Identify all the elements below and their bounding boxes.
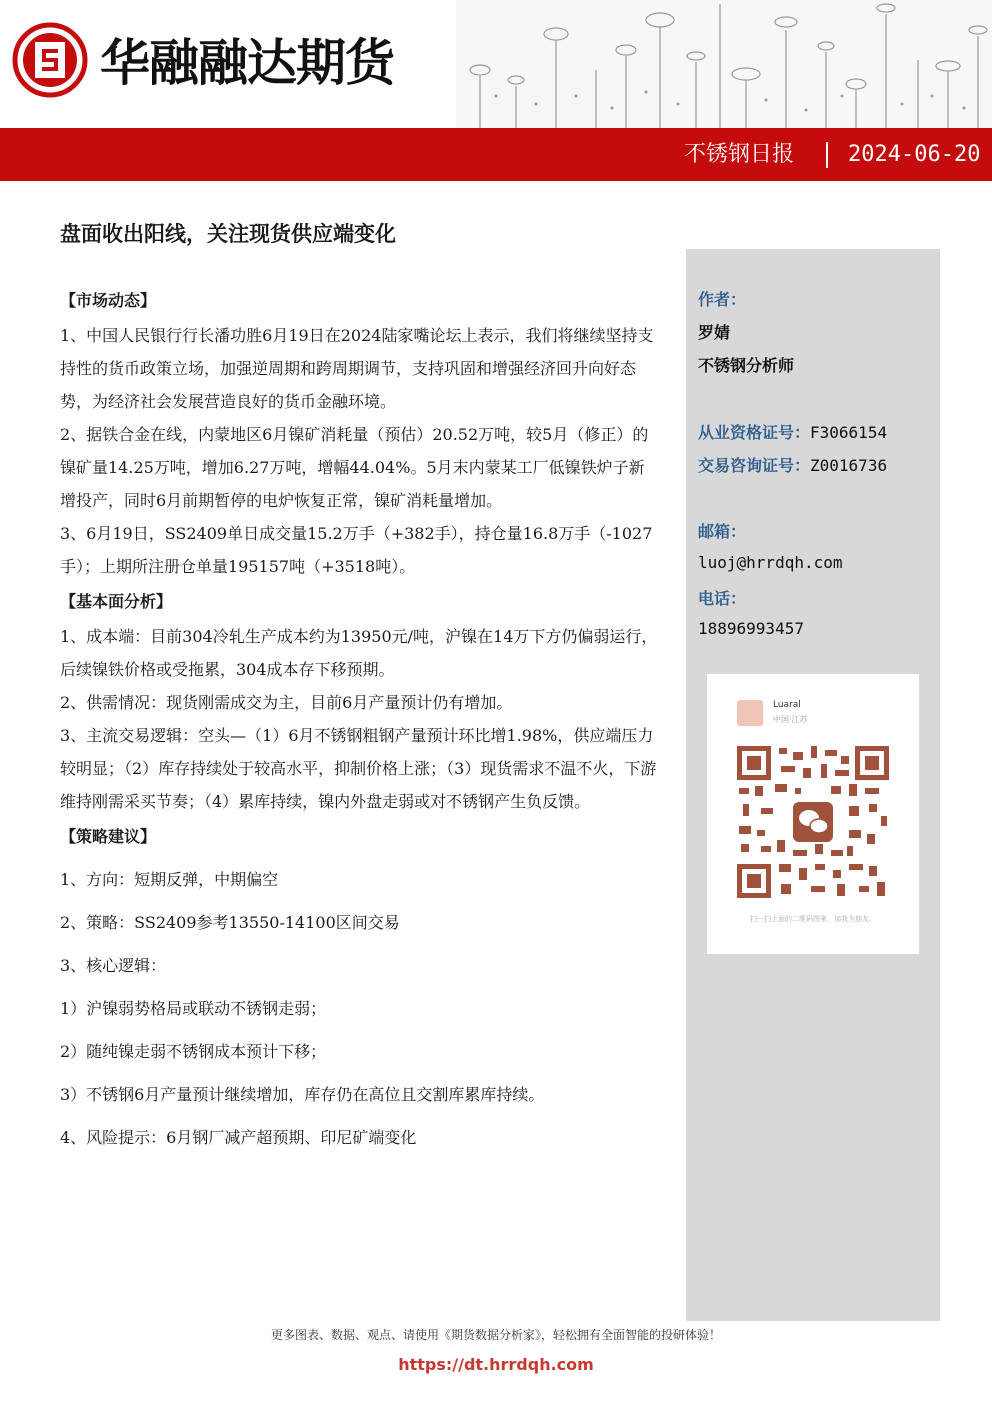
qr-code-icon [737,746,889,898]
strategy-item: 2、策略：SS2409参考13550-14100区间交易 [60,913,400,932]
email-label: 邮箱： [698,522,747,541]
wechat-qr-card[interactable] [707,674,919,954]
company-logo-icon [12,22,88,98]
decorative-header-graphic [456,0,992,128]
market-paragraph: 2、据铁合金在线，内蒙地区6月镍矿消耗量（预估）20.52万吨，较5月（修正）的镍矿量14.25万吨，增加6.27万吨，增幅44.04%。5月末内蒙某工厂低镍铁炉子新增投产，同时6月前期暂停的电炉恢复正常，镍矿消耗量增加。 [60,425,649,510]
consult-label: 交易咨询证号： [698,456,811,475]
main-content [60,282,660,1154]
qr-owner-name: Luaral [773,700,801,710]
footer-link[interactable]: https://dt.hrrdqh.com [398,1355,594,1374]
consult-row [698,453,887,476]
market-paragraph: 3、6月19日，SS2409单日成交量15.2万手（+382手），持仓量16.8万手（-1027手）；上期所注册仓单量195157吨（+3518吨）。 [60,524,653,576]
strategy-item: 3、核心逻辑： [60,956,167,975]
strategy-item: 2）随纯镍走弱不锈钢成本预计下移； [60,1042,327,1061]
email-link[interactable]: luoj@hrrdqh.com [698,553,843,572]
banner-divider [826,142,828,168]
section-heading-market: 【市场动态】 [60,291,157,310]
consult-number: Z0016736 [810,456,888,475]
qr-owner-location: 中国·江苏 [773,715,808,724]
section-heading-strategy: 【策略建议】 [60,827,157,846]
strategy-item: 1、方向：短期反弹，中期偏空 [60,870,279,889]
market-paragraph: 1、中国人民银行行长潘功胜6月19日在2024陆家嘴论坛上表示，我们将继续坚持支持性的货币政策立场，加强逆周期和跨周期调节，支持巩固和增强经济回升向好态势，为经济社会发展营造良好的货币金融环境。 [60,326,654,411]
certificate-row [698,420,887,443]
author-sidebar [686,249,940,1321]
strategy-item: 1）沪镍弱势格局或联动不锈钢走弱； [60,999,327,1018]
section-heading-fundamental: 【基本面分析】 [60,592,173,611]
qr-caption: 扫一扫上面的二维码图案，加我为朋友。 [750,915,876,923]
certificate-label: 从业资格证号： [698,423,811,442]
report-date: 2024-06-20 [848,142,981,167]
fundamental-paragraph: 2、供需情况：现货刚需成交为主，目前6月产量预计仍有增加。 [60,693,513,712]
avatar [737,700,763,726]
phone-label: 电话： [698,589,747,608]
fundamental-paragraph: 1、成本端：目前304冷轧生产成本约为13950元/吨，沪镍在14万下方仍偏弱运行，后续镍铁价格或受拖累，304成本存下移预期。 [60,627,658,679]
author-label: 作者： [698,290,747,309]
report-type: 不锈钢日报 [683,142,794,167]
phone-number: 18896993457 [698,619,804,638]
author-title: 不锈钢分析师 [698,356,795,375]
report-banner [0,128,992,181]
strategy-item: 3）不锈钢6月产量预计继续增加，库存仍在高位且交割库累库持续。 [60,1085,545,1104]
fundamental-paragraph: 3、主流交易逻辑：空头—（1）6月不锈钢粗钢产量预计环比增1.98%，供应端压力较明显；（2）库存持续处于较高水平，抑制价格上涨；（3）现货需求不温不火，下游维持刚需采买节奏；（4）累库持续，镍内外盘走弱或对不锈钢产生负反馈。 [60,726,657,811]
author-name: 罗婧 [698,323,731,342]
certificate-number: F3066154 [810,423,888,442]
strategy-item: 4、风险提示：6月钢厂减产超预期、印尼矿端变化 [60,1128,417,1147]
brand-name: 华融融达期货 [100,34,394,92]
footer-note: 更多图表、数据、观点、请使用《期货数据分析家》，轻松拥有全面智能的投研体验！ [270,1328,721,1342]
page-title: 盘面收出阳线，关注现货供应端变化 [60,222,396,246]
